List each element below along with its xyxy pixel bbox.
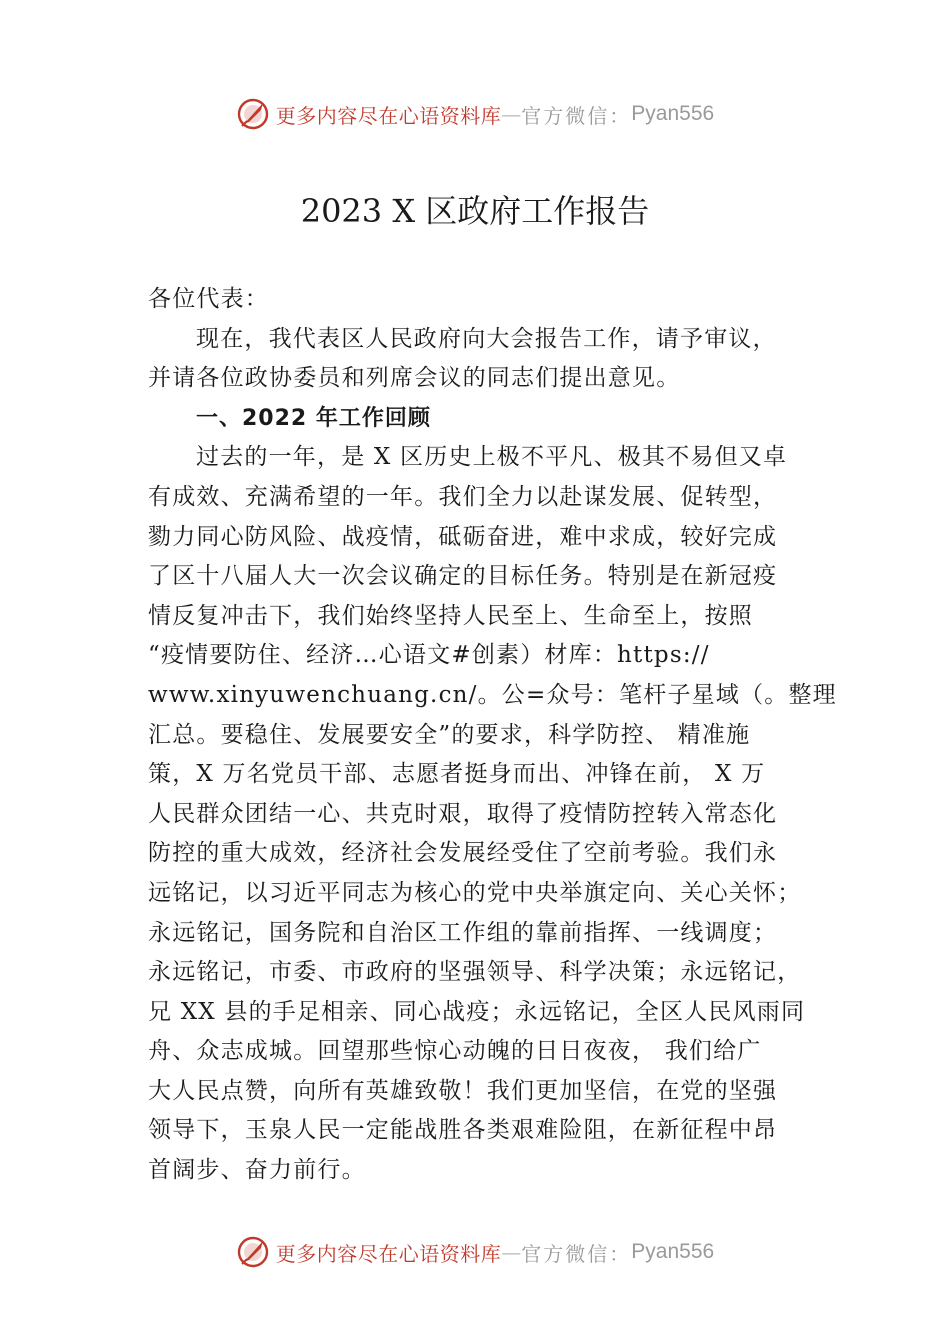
intro-line: 并请各位政协委员和列席会议的同志们提出意见。: [148, 365, 681, 392]
watermark-wechat-id: Pyan556: [631, 1240, 715, 1263]
paragraph-line: 过去的一年，是 X 区历史上极不平凡、极其不易但又卓: [196, 444, 788, 471]
paragraph-line: www.xinyuwenchuang.cn/。公=众号：笔杆子星域（。整理: [148, 681, 837, 708]
paragraph-line: 防控的重大成效，经济社会发展经受住了空前考验。我们永: [148, 840, 778, 867]
watermark-wechat-id: Pyan556: [631, 102, 715, 125]
paragraph-line: 有成效、充满希望的一年。我们全力以赴谋发展、促转型，: [148, 483, 778, 510]
paragraph-line: 勠力同心防风险、战疫情，砥砺奋进，难中求成，较好完成: [148, 523, 778, 550]
quill-seal-icon: [236, 1235, 270, 1269]
watermark-separator: —: [501, 102, 522, 126]
watermark-banner-top: [0, 94, 950, 134]
paragraph-line: 策，X 万名党员干部、志愿者挺身而出、冲锋在前， X 万: [148, 761, 766, 788]
paragraph-line: 舟、众志成城。回望那些惊心动魄的日日夜夜， 我们给广: [148, 1038, 762, 1065]
salutation: 各位代表：: [148, 286, 269, 312]
paragraph-line: 远铭记，以习近平同志为核心的党中央举旗定向、关心关怀；: [148, 879, 802, 906]
paragraph-line: “疫情要防住、经济…心语文#创素）材库：https://: [148, 642, 710, 669]
paragraph-line: 情反复冲击下，我们始终坚持人民至上、生命至上，按照: [148, 602, 753, 629]
paragraph-line: 汇总。要稳住、发展要安全”的要求，科学防控、 精准施: [148, 721, 751, 748]
paragraph-line: 首阔步、奋力前行。: [148, 1157, 366, 1184]
paragraph-line: 人民群众团结一心、共克时艰，取得了疫情防控转入常态化: [148, 800, 778, 827]
paragraph-line: 兄 XX 县的手足相亲、同心战疫；永远铭记，全区人民风雨同: [148, 998, 806, 1025]
paragraph-line: 永远铭记，市委、市政府的坚强领导、科学决策；永远铭记，: [148, 959, 802, 986]
watermark-brand-text: 更多内容尽在心语资料库: [275, 1241, 502, 1266]
document-body: [148, 280, 837, 1191]
section-heading: 一、2022 年工作回顾: [196, 405, 431, 431]
intro-line: 现在，我代表区人民政府向大会报告工作，请予审议，: [196, 325, 777, 352]
watermark-brand-text: 更多内容尽在心语资料库: [275, 103, 502, 128]
watermark-banner-bottom: [0, 1232, 950, 1272]
watermark-separator: —: [501, 1240, 522, 1264]
paragraph-line: 领导下，玉泉人民一定能战胜各类艰难险阻，在新征程中昂: [148, 1117, 778, 1144]
paragraph-line: 永远铭记，国务院和自治区工作组的靠前指挥、一线调度；: [148, 919, 778, 946]
quill-seal-icon: [236, 97, 270, 131]
paragraph-line: 了区十八届人大一次会议确定的目标任务。特别是在新冠疫: [148, 563, 778, 590]
document-title: 2023 X 区政府工作报告: [300, 192, 650, 230]
paragraph-line: 大人民点赞，向所有英雄致敬！我们更加坚信，在党的坚强: [148, 1077, 778, 1104]
watermark-label: 官方微信：: [521, 1241, 632, 1266]
watermark-label: 官方微信：: [521, 103, 632, 128]
